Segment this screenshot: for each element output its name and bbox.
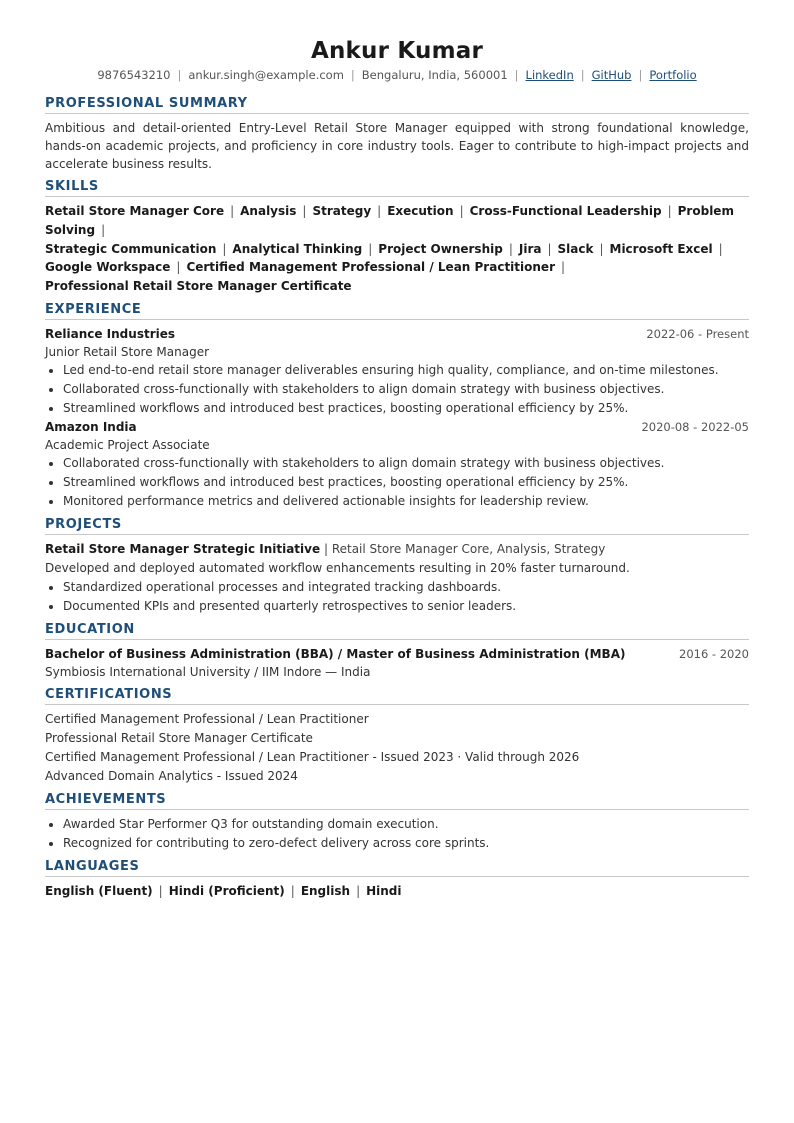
skills-section: [45, 179, 749, 296]
bullet-item: • Monitored performance metrics and delivered actionable insights for leadership review.: [63, 492, 749, 511]
section-title: EDUCATION: [45, 622, 749, 640]
separator: |: [638, 68, 643, 82]
achievement-bullets: [45, 815, 749, 853]
language-item: English (Fluent): [45, 883, 153, 898]
job-entry: [45, 418, 749, 511]
language-item: English: [300, 883, 351, 898]
languages-section: [45, 859, 749, 901]
bullet-item: • Standardized operational processes and integrated tracking dashboards.: [63, 578, 749, 597]
section-title: PROJECTS: [45, 517, 749, 535]
job-dates: 2022-06 - Present: [646, 326, 749, 341]
skill-item: Problem Solving: [45, 204, 734, 237]
education-section: [45, 622, 749, 681]
certification-item: Professional Retail Store Manager Certificate: [45, 730, 313, 745]
separator: |: [514, 68, 519, 82]
phone-number: 9876543210: [97, 68, 171, 82]
skill-item: Execution: [387, 204, 454, 218]
linkedin-link[interactable]: LinkedIn: [525, 68, 574, 82]
location: Bengaluru, India, 560001: [361, 68, 508, 82]
job-dates: 2020-08 - 2022-05: [641, 419, 749, 434]
project-name: Retail Store Manager Strategic Initiative: [45, 541, 321, 556]
separator: |: [177, 68, 182, 82]
bullet-item: • Awarded Star Performer Q3 for outstanding domain execution.: [63, 815, 749, 834]
skill-item: Analysis: [240, 204, 297, 218]
skill-item: Analytical Thinking: [232, 241, 363, 256]
job-role: Academic Project Associate: [45, 437, 210, 452]
project-bullets: [45, 578, 749, 616]
education-degree: Bachelor of Business Administration (BBA) / Master of Business Administration (MBA): [45, 646, 626, 661]
separator: |: [350, 68, 355, 82]
contact-line: [45, 68, 749, 82]
education-dates: 2016 - 2020: [679, 646, 749, 661]
job-role: Junior Retail Store Manager: [45, 344, 210, 359]
bullet-item: • Documented KPIs and presented quarterly retrospectives to senior leaders.: [63, 597, 749, 616]
skills-list: Retail Store Manager Core | Analysis | Strategy | Execution | Cross-Functional Leadership | Problem Solving | Strategic Communication | Analytical Thinking | Project Ownership | Jira | Slack | Microsoft Excel | Google Workspace | Certified Management Professional / Lean Practitioner | Professional Retail Store Manager Certificate: [45, 204, 734, 294]
certification-item: Certified Management Professional / Lean Practitioner: [45, 711, 369, 726]
project-tech: Retail Store Manager Core, Analysis, Strategy: [331, 541, 606, 556]
github-link[interactable]: GitHub: [591, 68, 632, 82]
skill-item: Slack: [557, 241, 594, 256]
job-company: Amazon India: [45, 419, 137, 434]
bullet-item: • Streamlined workflows and introduced best practices, boosting operational efficiency by 25%.: [63, 473, 749, 492]
section-title: PROFESSIONAL SUMMARY: [45, 96, 749, 114]
job-entry: [45, 325, 749, 418]
bullet-item: • Led end-to-end retail store manager deliverables ensuring high quality, compliance, and on-time milestones.: [63, 361, 749, 380]
certification-item: Advanced Domain Analytics - Issued 2024: [45, 768, 298, 783]
skill-item: Strategy: [312, 204, 372, 218]
job-company: Reliance Industries: [45, 326, 176, 341]
summary-text: Ambitious and detail-oriented Entry-Level Retail Store Manager equipped with strong foundational knowledge, hands-on academic projects, and proficiency in core industry tools. Eager to contribute to high-impact projects and accelerate business results.: [45, 121, 749, 171]
language-item: Hindi: [366, 883, 402, 898]
skill-item: Retail Store Manager Core: [45, 204, 225, 218]
job-bullets: [45, 454, 749, 511]
bullet-item: • Collaborated cross-functionally with stakeholders to align domain strategy with business objectives.: [63, 380, 749, 399]
education-school: Symbiosis International University / IIM Indore — India: [45, 664, 371, 679]
projects-section: [45, 517, 749, 616]
skill-item: Certified Management Professional / Lean Practitioner: [186, 260, 555, 275]
section-title: LANGUAGES: [45, 859, 749, 877]
skill-item: Project Ownership: [378, 241, 503, 256]
separator: |: [580, 68, 585, 82]
skill-item: Cross-Functional Leadership: [469, 204, 662, 218]
bullet-item: • Collaborated cross-functionally with stakeholders to align domain strategy with business objectives.: [63, 454, 749, 473]
separator: |: [323, 541, 332, 556]
achievements-section: [45, 792, 749, 853]
portfolio-link[interactable]: Portfolio: [649, 68, 697, 82]
bullet-item: • Recognized for contributing to zero-defect delivery across core sprints.: [63, 834, 749, 853]
skill-item: Strategic Communication: [45, 241, 217, 256]
skill-item: Google Workspace: [45, 260, 171, 275]
section-title: ACHIEVEMENTS: [45, 792, 749, 810]
email-address: ankur.singh@example.com: [188, 68, 344, 82]
project-header: [45, 540, 749, 559]
skill-item: Professional Retail Store Manager Certificate: [45, 279, 352, 294]
bullet-item: • Streamlined workflows and introduced best practices, boosting operational efficiency by 25%.: [63, 399, 749, 418]
certifications-section: [45, 687, 749, 786]
project-description: Developed and deployed automated workflow enhancements resulting in 20% faster turnaround.: [45, 560, 630, 575]
candidate-name: Ankur Kumar: [310, 38, 484, 64]
section-title: EXPERIENCE: [45, 302, 749, 320]
section-title: CERTIFICATIONS: [45, 687, 749, 705]
languages-list: English (Fluent) | Hindi (Proficient) | English | Hindi: [45, 883, 402, 898]
certification-item: Certified Management Professional / Lean Practitioner - Issued 2023 · Valid through 2026: [45, 749, 580, 764]
language-item: Hindi (Proficient): [168, 883, 285, 898]
summary-section: [45, 96, 749, 173]
section-title: SKILLS: [45, 179, 749, 197]
job-bullets: [45, 361, 749, 418]
skill-item: Jira: [518, 241, 542, 256]
skill-item: Microsoft Excel: [609, 241, 713, 256]
experience-section: [45, 302, 749, 511]
